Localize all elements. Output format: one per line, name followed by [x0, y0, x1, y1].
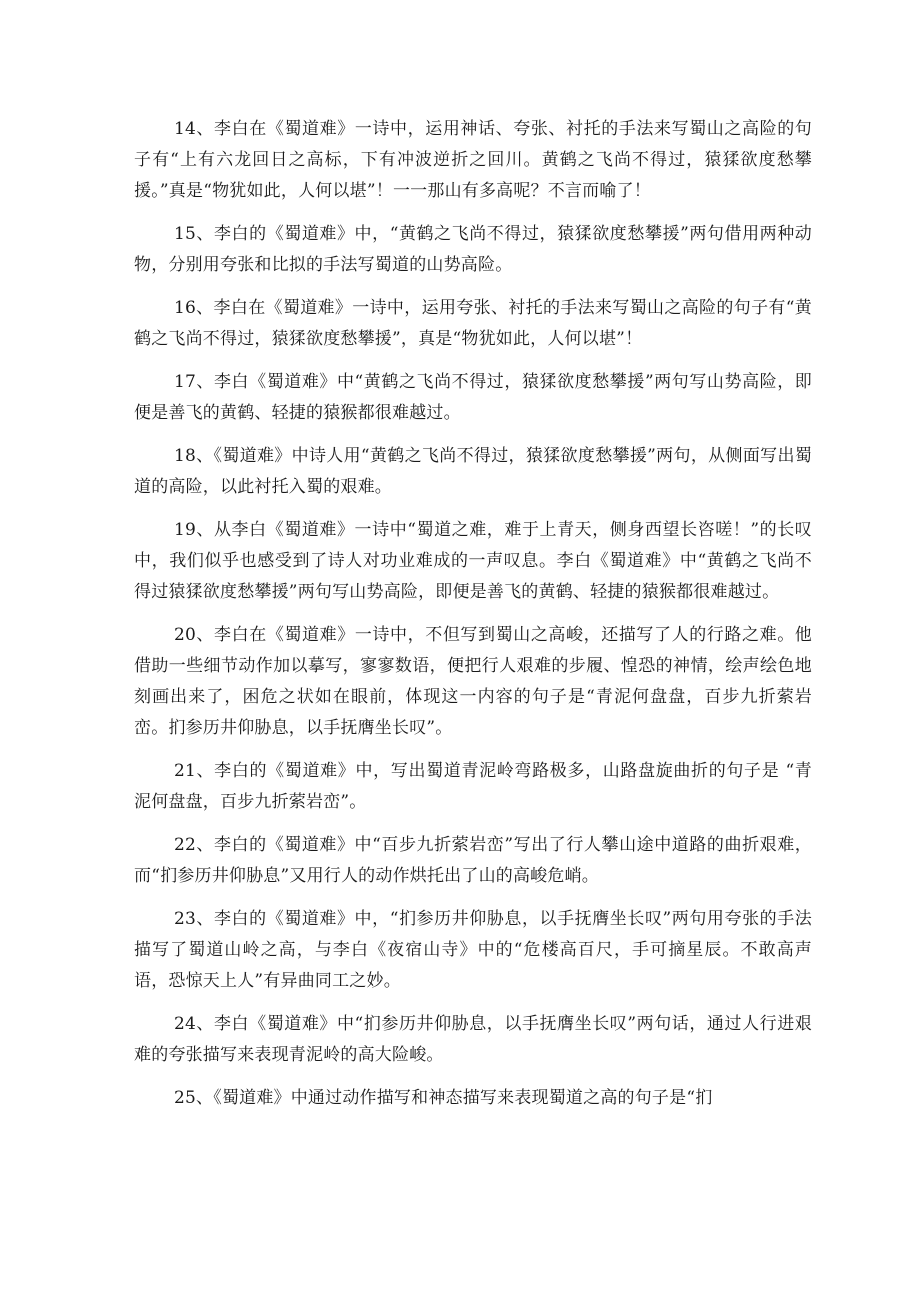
paragraph-18: 18、《蜀道难》中诗人用“黄鹤之飞尚不得过，猿猱欲度愁攀援”两句，从侧面写出蜀道的高险，以此衬托入蜀的艰难。 [134, 446, 812, 497]
paragraph-15: 15、李白的《蜀道难》中，“黄鹤之飞尚不得过，猿猱欲度愁攀援”两句借用两种动物，分别用夸张和比拟的手法写蜀道的山势高险。 [134, 224, 812, 275]
paragraph-19: 19、从李白《蜀道难》一诗中“蜀道之难，难于上青天，侧身西望长咨嗟！”的长叹中，我们似乎也感受到了诗人对功业难成的一声叹息。李白《蜀道难》中“黄鹤之飞尚不得过猿猱欲度愁攀援”两句写山势高险，即便是善飞的黄鹤、轻捷的猿猴都很难越过。 [134, 520, 812, 602]
paragraph-16: 16、李白在《蜀道难》一诗中，运用夸张、衬托的手法来写蜀山之高险的句子有“黄鹤之飞尚不得过，猿猱欲度愁攀援”，真是“物犹如此，人何以堪”！ [134, 298, 812, 349]
paragraph-21: 21、李白的《蜀道难》中，写出蜀道青泥岭弯路极多，山路盘旋曲折的句子是 “青泥何盘盘，百步九折萦岩峦”。 [134, 761, 812, 812]
paragraph-24: 24、李白《蜀道难》中“扪参历井仰胁息，以手抚膺坐长叹”两句话，通过人行进艰难的夸张描写来表现青泥岭的高大险峻。 [134, 1014, 812, 1065]
paragraph-25: 25、《蜀道难》中通过动作描写和神态描写来表现蜀道之高的句子是“扪 [174, 1088, 713, 1108]
paragraph-20: 20、李白在《蜀道难》一诗中，不但写到蜀山之高峻，还描写了人的行路之难。他借助一些细节动作加以摹写，寥寥数语，便把行人艰难的步履、惶恐的神情，绘声绘色地刻画出来了，困危之状如在眼前，体现这一内容的句子是“青泥何盘盘，百步九折萦岩峦。扪参历井仰胁息，以手抚膺坐长叹”。 [134, 625, 812, 738]
paragraph-17: 17、李白《蜀道难》中“黄鹤之飞尚不得过，猿猱欲度愁攀援”两句写山势高险，即便是善飞的黄鹤、轻捷的猿猴都很难越过。 [134, 372, 812, 423]
paragraph-14: 14、李白在《蜀道难》一诗中，运用神话、夸张、衬托的手法来写蜀山之高险的句子有“上有六龙回日之高标，下有冲波逆折之回川。黄鹤之飞尚不得过，猿猱欲度愁攀援。”真是“物犹如此，人何以堪”！一一那山有多高呢？不言而喻了！ [134, 119, 812, 201]
paragraph-22: 22、李白的《蜀道难》中“百步九折萦岩峦”写出了行人攀山途中道路的曲折艰难，而“扪参历井仰胁息”又用行人的动作烘托出了山的高峻危峭。 [134, 835, 812, 886]
paragraph-23: 23、李白的《蜀道难》中，“扪参历井仰胁息，以手抚膺坐长叹”两句用夸张的手法描写了蜀道山岭之高，与李白《夜宿山寺》中的“危楼高百尺，手可摘星辰。不敢高声语，恐惊天上人”有异曲同工之妙。 [134, 909, 812, 991]
